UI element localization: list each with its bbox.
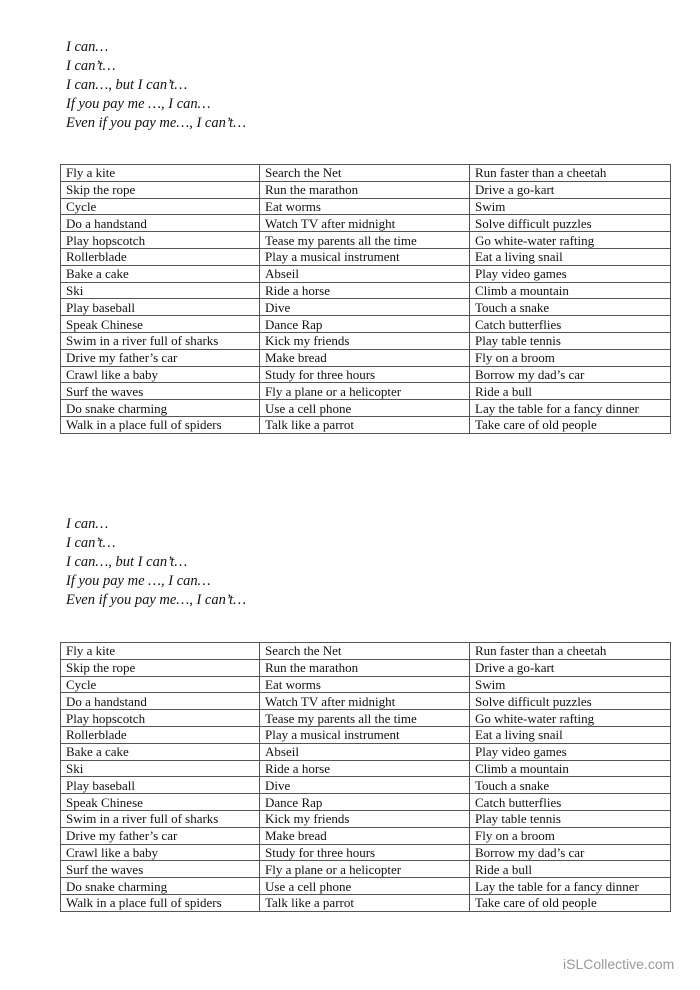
table-cell: Play hopscotch bbox=[61, 710, 260, 727]
table-row bbox=[61, 743, 671, 760]
table-row bbox=[61, 165, 671, 182]
table-cell: Dance Rap bbox=[260, 316, 470, 333]
table-row bbox=[61, 760, 671, 777]
table-cell: Make bread bbox=[260, 827, 470, 844]
table-cell: Run faster than a cheetah bbox=[470, 165, 671, 182]
table-cell: Watch TV after midnight bbox=[260, 215, 470, 232]
table-cell: Ride a horse bbox=[260, 282, 470, 299]
activities-table-2 bbox=[60, 642, 671, 912]
table-cell: Walk in a place full of spiders bbox=[61, 416, 260, 433]
table-cell: Play hopscotch bbox=[61, 232, 260, 249]
table-cell: Surf the waves bbox=[61, 383, 260, 400]
table-cell: Swim in a river full of sharks bbox=[61, 810, 260, 827]
table-cell: Eat worms bbox=[260, 198, 470, 215]
table-cell: Ride a bull bbox=[470, 861, 671, 878]
table-row bbox=[61, 416, 671, 433]
table-cell: Ski bbox=[61, 282, 260, 299]
table-row bbox=[61, 349, 671, 366]
prompt-line: I can… bbox=[66, 516, 109, 532]
activities-table-1 bbox=[60, 164, 671, 434]
table-cell: Search the Net bbox=[260, 643, 470, 660]
table-cell: Play table tennis bbox=[470, 332, 671, 349]
table-cell: Play video games bbox=[470, 265, 671, 282]
table-row bbox=[61, 643, 671, 660]
table-cell: Play a musical instrument bbox=[260, 726, 470, 743]
table-row bbox=[61, 861, 671, 878]
prompts-block-1 bbox=[66, 38, 246, 133]
table-cell: Abseil bbox=[260, 743, 470, 760]
table-row bbox=[61, 265, 671, 282]
table-cell: Tease my parents all the time bbox=[260, 232, 470, 249]
table-cell: Cycle bbox=[61, 676, 260, 693]
table-cell: Ski bbox=[61, 760, 260, 777]
table-row bbox=[61, 400, 671, 417]
table-cell: Search the Net bbox=[260, 165, 470, 182]
table-cell: Run the marathon bbox=[260, 659, 470, 676]
table-row bbox=[61, 659, 671, 676]
table-cell: Surf the waves bbox=[61, 861, 260, 878]
table-cell: Do snake charming bbox=[61, 400, 260, 417]
table-row bbox=[61, 676, 671, 693]
table-cell: Bake a cake bbox=[61, 265, 260, 282]
table-cell: Dance Rap bbox=[260, 794, 470, 811]
prompts-block-2 bbox=[66, 515, 246, 610]
table-cell: Eat a living snail bbox=[470, 726, 671, 743]
table-cell: Rollerblade bbox=[61, 248, 260, 265]
table-cell: Cycle bbox=[61, 198, 260, 215]
table-cell: Touch a snake bbox=[470, 299, 671, 316]
table-cell: Talk like a parrot bbox=[260, 894, 470, 911]
table-cell: Skip the rope bbox=[61, 659, 260, 676]
table-row bbox=[61, 232, 671, 249]
table-cell: Dive bbox=[260, 299, 470, 316]
table-cell: Make bread bbox=[260, 349, 470, 366]
table-cell: Swim in a river full of sharks bbox=[61, 332, 260, 349]
watermark: iSLCollective.com bbox=[563, 956, 675, 972]
table-cell: Ride a horse bbox=[260, 760, 470, 777]
table-cell: Go white-water rafting bbox=[470, 232, 671, 249]
table-cell: Drive a go-kart bbox=[470, 659, 671, 676]
table-row bbox=[61, 693, 671, 710]
table-row bbox=[61, 810, 671, 827]
table-row bbox=[61, 215, 671, 232]
table-cell: Use a cell phone bbox=[260, 400, 470, 417]
table-cell: Study for three hours bbox=[260, 844, 470, 861]
table-row bbox=[61, 181, 671, 198]
table-cell: Fly on a broom bbox=[470, 349, 671, 366]
table-cell: Catch butterflies bbox=[470, 316, 671, 333]
table-cell: Touch a snake bbox=[470, 777, 671, 794]
table-row bbox=[61, 282, 671, 299]
table-row bbox=[61, 827, 671, 844]
table-cell: Watch TV after midnight bbox=[260, 693, 470, 710]
table-row bbox=[61, 794, 671, 811]
table-cell: Fly a kite bbox=[61, 165, 260, 182]
table-row bbox=[61, 332, 671, 349]
table-row bbox=[61, 894, 671, 911]
table-cell: Dive bbox=[260, 777, 470, 794]
prompt-line: I can…, but I can’t… bbox=[66, 554, 188, 570]
table-cell: Lay the table for a fancy dinner bbox=[470, 400, 671, 417]
table-row bbox=[61, 710, 671, 727]
prompt-line: I can…, but I can’t… bbox=[66, 77, 188, 93]
table-cell: Speak Chinese bbox=[61, 794, 260, 811]
prompt-line: I can’t… bbox=[66, 58, 116, 74]
table-cell: Study for three hours bbox=[260, 366, 470, 383]
table-cell: Skip the rope bbox=[61, 181, 260, 198]
prompt-line: Even if you pay me…, I can’t… bbox=[66, 115, 246, 131]
table-cell: Fly a plane or a helicopter bbox=[260, 861, 470, 878]
table-row bbox=[61, 366, 671, 383]
table-cell: Play table tennis bbox=[470, 810, 671, 827]
table-row bbox=[61, 383, 671, 400]
table-cell: Talk like a parrot bbox=[260, 416, 470, 433]
table-cell: Do a handstand bbox=[61, 215, 260, 232]
table-cell: Catch butterflies bbox=[470, 794, 671, 811]
table-cell: Take care of old people bbox=[470, 416, 671, 433]
table-cell: Abseil bbox=[260, 265, 470, 282]
table-cell: Lay the table for a fancy dinner bbox=[470, 878, 671, 895]
table-cell: Borrow my dad’s car bbox=[470, 366, 671, 383]
table-cell: Bake a cake bbox=[61, 743, 260, 760]
table-cell: Crawl like a baby bbox=[61, 844, 260, 861]
table-cell: Eat a living snail bbox=[470, 248, 671, 265]
prompt-line: I can… bbox=[66, 39, 109, 55]
table-row bbox=[61, 248, 671, 265]
table-cell: Climb a mountain bbox=[470, 282, 671, 299]
table-cell: Fly a plane or a helicopter bbox=[260, 383, 470, 400]
table-cell: Do snake charming bbox=[61, 878, 260, 895]
table-row bbox=[61, 726, 671, 743]
table-row bbox=[61, 299, 671, 316]
table-cell: Rollerblade bbox=[61, 726, 260, 743]
table-cell: Play baseball bbox=[61, 299, 260, 316]
table-cell: Drive my father’s car bbox=[61, 349, 260, 366]
table-cell: Drive a go-kart bbox=[470, 181, 671, 198]
prompt-line: If you pay me …, I can… bbox=[66, 96, 211, 112]
table-cell: Swim bbox=[470, 676, 671, 693]
table-cell: Play baseball bbox=[61, 777, 260, 794]
prompt-line: I can’t… bbox=[66, 535, 116, 551]
table-cell: Ride a bull bbox=[470, 383, 671, 400]
table-cell: Use a cell phone bbox=[260, 878, 470, 895]
table-cell: Speak Chinese bbox=[61, 316, 260, 333]
table-cell: Fly a kite bbox=[61, 643, 260, 660]
prompt-line: Even if you pay me…, I can’t… bbox=[66, 592, 246, 608]
table-cell: Do a handstand bbox=[61, 693, 260, 710]
table-cell: Drive my father’s car bbox=[61, 827, 260, 844]
table-cell: Play video games bbox=[470, 743, 671, 760]
table-row bbox=[61, 844, 671, 861]
table-cell: Kick my friends bbox=[260, 810, 470, 827]
table-cell: Borrow my dad’s car bbox=[470, 844, 671, 861]
table-cell: Solve difficult puzzles bbox=[470, 215, 671, 232]
table-cell: Run the marathon bbox=[260, 181, 470, 198]
table-cell: Kick my friends bbox=[260, 332, 470, 349]
table-row bbox=[61, 878, 671, 895]
table-cell: Crawl like a baby bbox=[61, 366, 260, 383]
table-cell: Solve difficult puzzles bbox=[470, 693, 671, 710]
table-cell: Eat worms bbox=[260, 676, 470, 693]
table-cell: Play a musical instrument bbox=[260, 248, 470, 265]
prompt-line: If you pay me …, I can… bbox=[66, 573, 211, 589]
table-cell: Run faster than a cheetah bbox=[470, 643, 671, 660]
table-row bbox=[61, 777, 671, 794]
table-cell: Tease my parents all the time bbox=[260, 710, 470, 727]
table-row bbox=[61, 198, 671, 215]
table-cell: Climb a mountain bbox=[470, 760, 671, 777]
table-cell: Swim bbox=[470, 198, 671, 215]
table-cell: Walk in a place full of spiders bbox=[61, 894, 260, 911]
table-cell: Go white-water rafting bbox=[470, 710, 671, 727]
table-cell: Fly on a broom bbox=[470, 827, 671, 844]
table-row bbox=[61, 316, 671, 333]
table-cell: Take care of old people bbox=[470, 894, 671, 911]
